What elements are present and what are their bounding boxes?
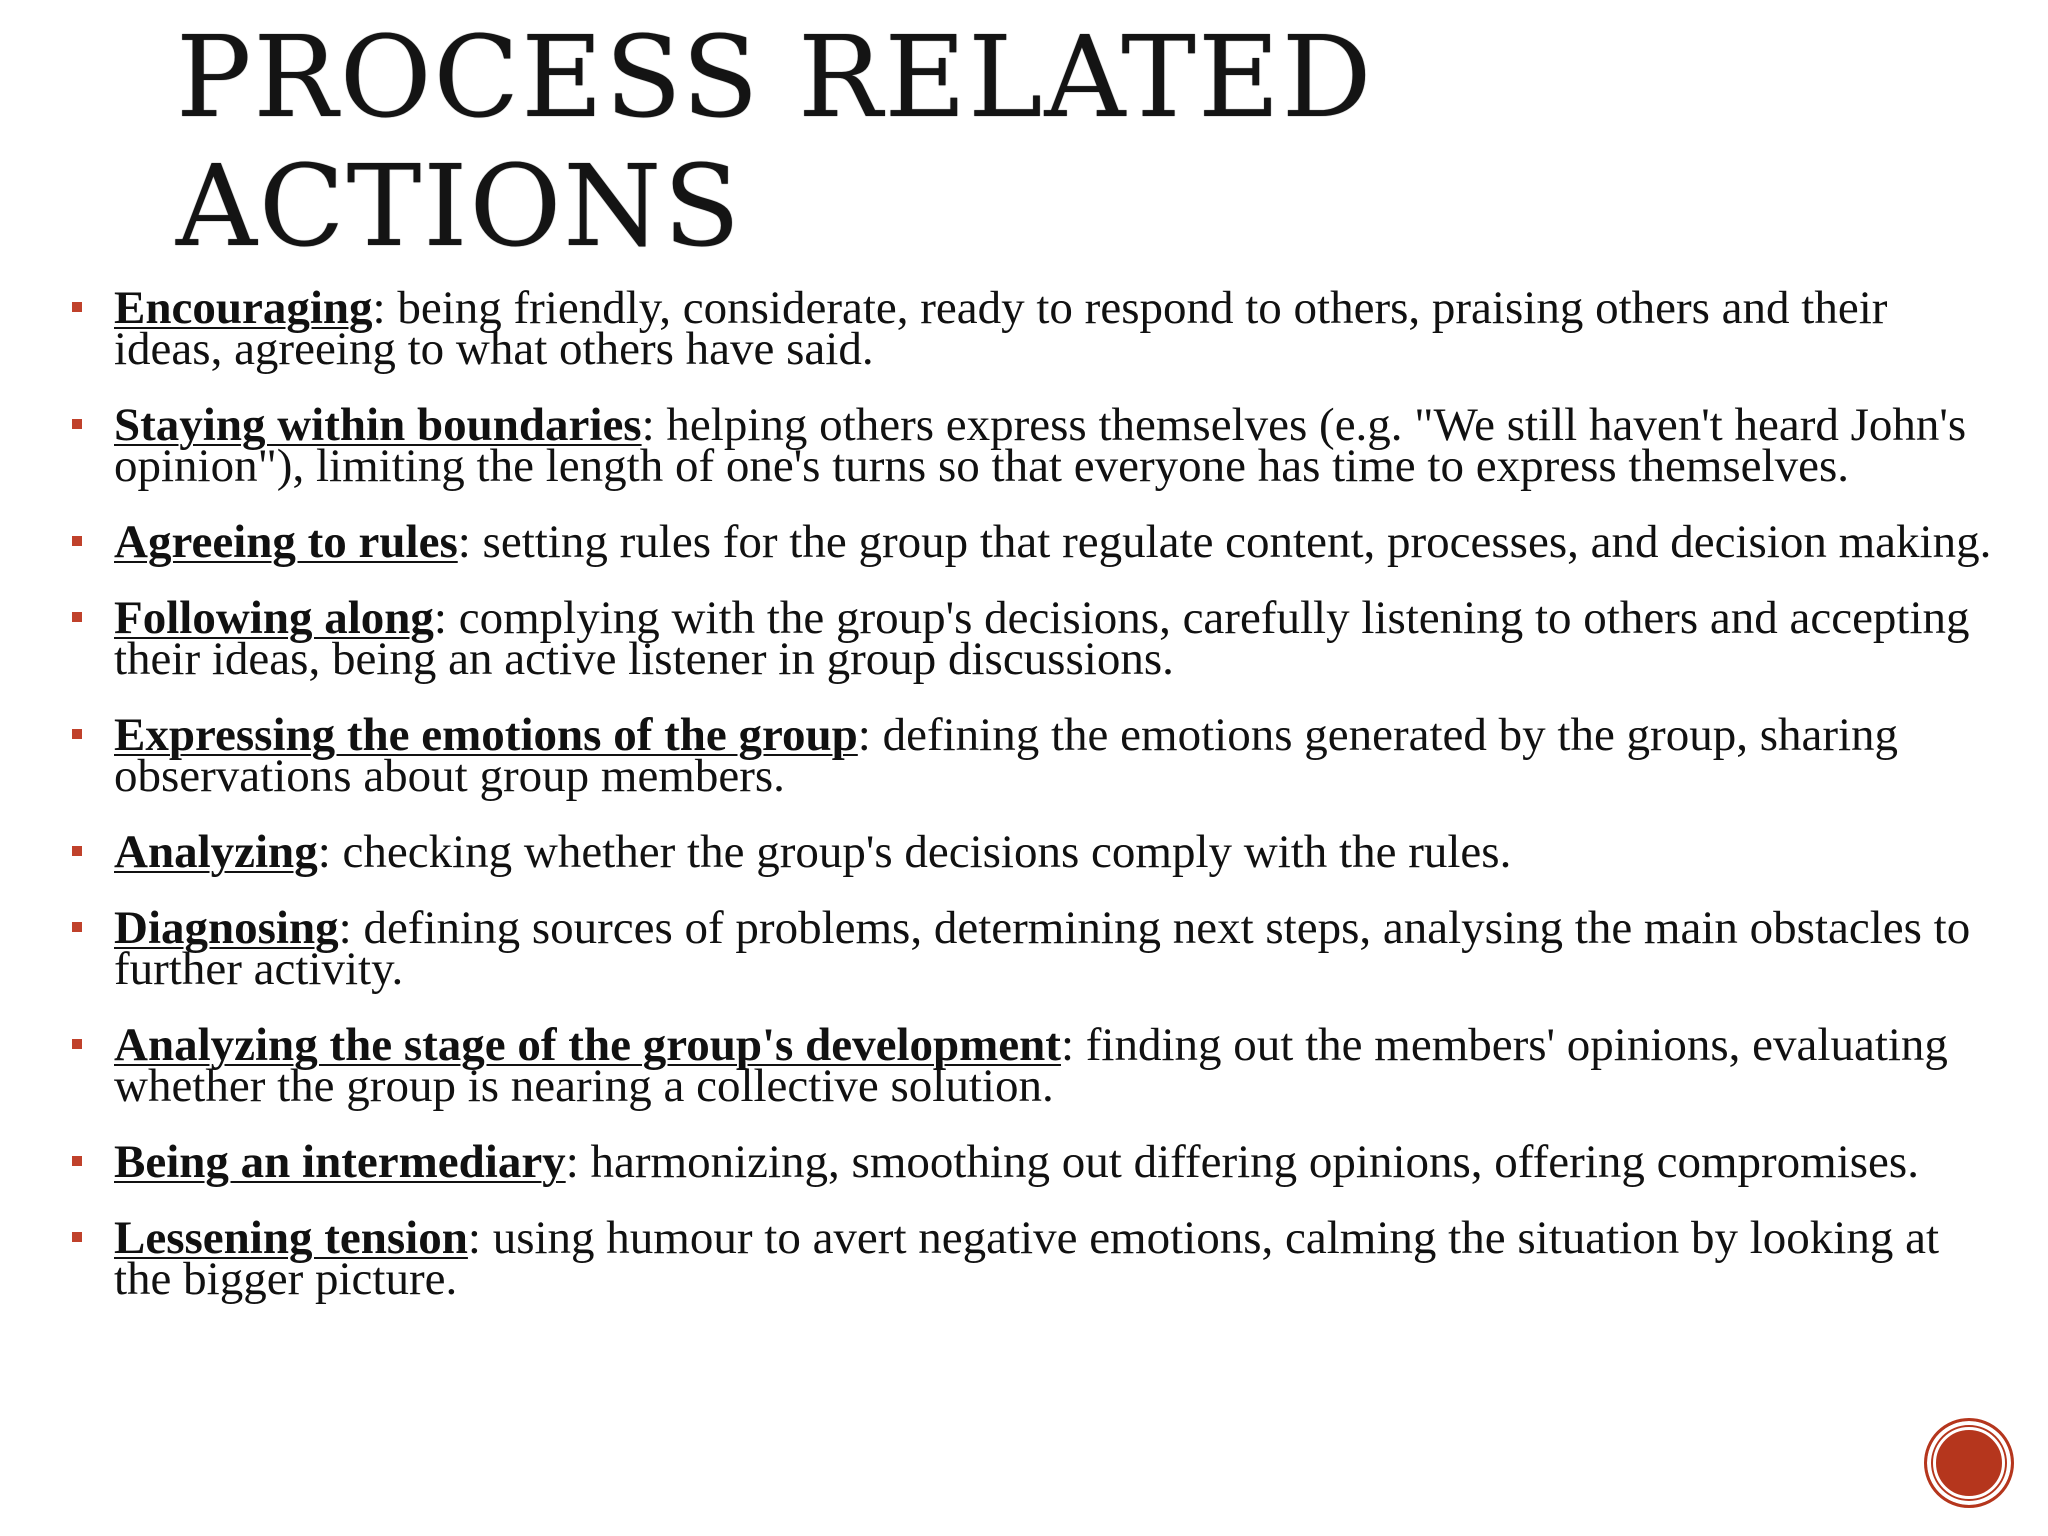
bullet-term: Analyzing <box>114 826 318 878</box>
bullet-text: : setting rules for the group that regulate content, processes, and decision making. <box>457 516 1992 568</box>
square-bullet-icon <box>72 729 82 739</box>
bullet-item <box>72 399 2002 492</box>
square-bullet-icon <box>72 302 82 312</box>
bullet-text: : helping others express themselves (e.g. "We still haven't heard John's opinion"), limiting the length of one's turns so that everyone has time to express themselves. <box>114 399 1967 492</box>
bullet-text: : checking whether the group's decisions comply with the rules. <box>317 826 1512 878</box>
bullet-term: Following along <box>114 592 434 644</box>
bullet-item <box>72 516 2002 568</box>
slide-title-line-2: ACTIONS <box>176 142 743 272</box>
square-bullet-icon <box>72 536 82 546</box>
bullet-term: Staying within boundaries <box>114 399 642 451</box>
bullet-text: : complying with the group's decisions, carefully listening to others and accepting their ideas, being an active listener in group discussions. <box>114 592 1970 685</box>
bullet-item <box>72 1212 2002 1305</box>
square-bullet-icon <box>72 922 82 932</box>
square-bullet-icon <box>72 846 82 856</box>
bullet-text: : defining the emotions generated by the group, sharing observations about group members. <box>114 709 1899 802</box>
square-bullet-icon <box>72 1156 82 1166</box>
bullet-item <box>72 282 2002 375</box>
square-bullet-icon <box>72 419 82 429</box>
slide-nav-circle-button[interactable] <box>1924 1418 2014 1508</box>
bullet-term: Being an intermediary <box>114 1136 566 1188</box>
square-bullet-icon <box>72 1232 82 1242</box>
bullet-item <box>72 709 2002 802</box>
bullet-term: Expressing the emotions of the group <box>114 709 858 761</box>
bullet-text: : defining sources of problems, determining next steps, analysing the main obstacles to further activity. <box>114 902 1971 995</box>
bullet-term: Lessening tension <box>114 1212 468 1264</box>
square-bullet-icon <box>72 612 82 622</box>
bullet-term: Agreeing to rules <box>114 516 458 568</box>
bullet-text: : using humour to avert negative emotions, calming the situation by looking at the bigger picture. <box>114 1212 1940 1305</box>
slide-title <box>176 14 1374 272</box>
bullet-term: Analyzing the stage of the group's development <box>114 1019 1061 1071</box>
bullet-item <box>72 592 2002 685</box>
bullet-item <box>72 826 2002 878</box>
circle-icon <box>1933 1427 2005 1499</box>
bullet-text: : being friendly, considerate, ready to respond to others, praising others and their ideas, agreeing to what others have said. <box>114 282 1888 375</box>
bullet-text: : finding out the members' opinions, evaluating whether the group is nearing a collective solution. <box>114 1019 1948 1112</box>
bullet-term: Diagnosing <box>114 902 339 954</box>
square-bullet-icon <box>72 1039 82 1049</box>
bullet-list <box>72 282 2002 1305</box>
bullet-term: Encouraging <box>114 282 373 334</box>
slide-title-line-1: PROCESS RELATED <box>176 13 1374 143</box>
bullet-text: : harmonizing, smoothing out differing opinions, offering compromises. <box>565 1136 1919 1188</box>
bullet-item <box>72 1136 2002 1188</box>
bullet-item <box>72 902 2002 995</box>
bullet-item <box>72 1019 2002 1112</box>
